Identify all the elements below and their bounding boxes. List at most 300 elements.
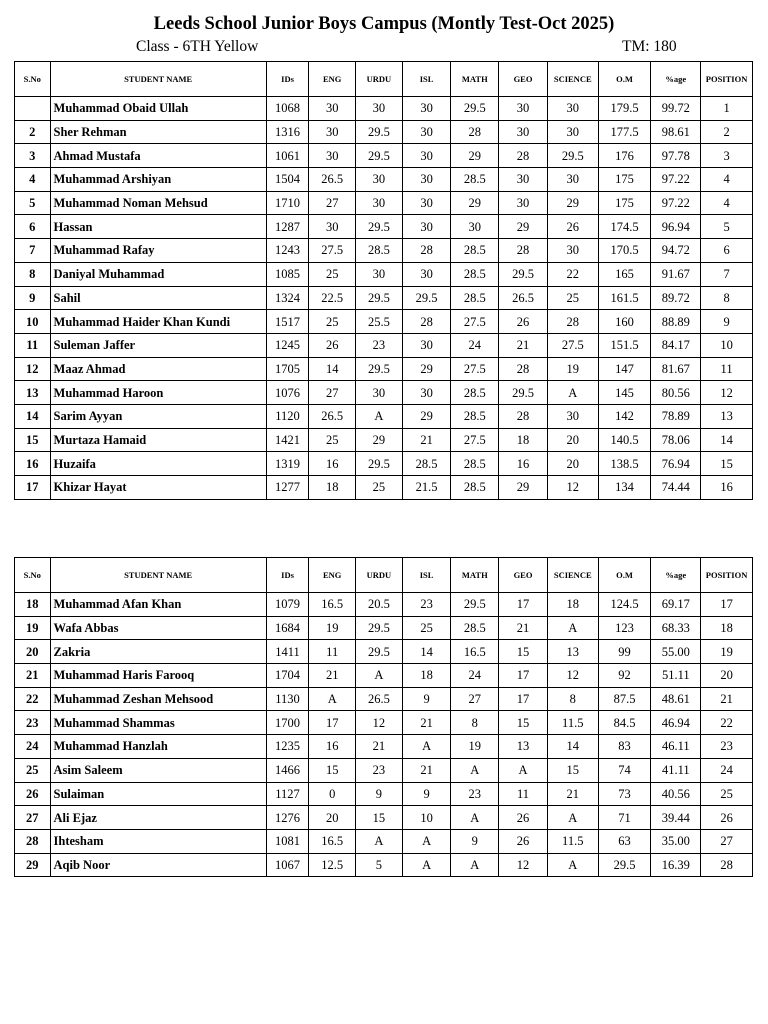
cell-om: 99 [598,640,651,664]
cell-percentage: 88.89 [651,310,701,334]
cell-science: 11.5 [547,711,598,735]
cell-geo: 16 [499,452,548,476]
cell-om: 140.5 [598,428,651,452]
page-title: Leeds School Junior Boys Campus (Montly Test-Oct 2025) [153,14,615,34]
cell-isl: 18 [402,664,451,688]
cell-position: 24 [701,758,753,782]
cell-sno: 29 [15,853,51,877]
cell-student-name: Suleman Jaffer [50,333,266,357]
cell-urdu: 25.5 [356,310,403,334]
cell-isl: 28 [402,310,451,334]
cell-science: 29 [547,191,598,215]
table-row [15,687,753,711]
cell-science: 30 [547,120,598,144]
cell-geo: 29.5 [499,262,548,286]
table-row [15,758,753,782]
cell-percentage: 91.67 [651,262,701,286]
cell-om: 175 [598,168,651,192]
cell-science: 15 [547,758,598,782]
cell-om: 73 [598,782,651,806]
cell-sno: 16 [15,452,51,476]
cell-isl: 21.5 [402,476,451,500]
column-header-position: POSITION [701,62,753,97]
cell-math: 27.5 [451,428,499,452]
cell-science: A [547,616,598,640]
cell-geo: 28 [499,239,548,263]
cell-science: 14 [547,735,598,759]
table-row [15,664,753,688]
column-header-sno: S.No [15,558,51,593]
cell-student-name: Muhammad Shammas [50,711,266,735]
cell-geo: 29 [499,476,548,500]
cell-sno: 17 [15,476,51,500]
cell-science: 12 [547,664,598,688]
cell-eng: 22.5 [309,286,356,310]
cell-science: A [547,853,598,877]
cell-math: 28.5 [451,452,499,476]
cell-position: 12 [701,381,753,405]
column-header-math: MATH [451,62,499,97]
cell-geo: 15 [499,711,548,735]
cell-position: 14 [701,428,753,452]
cell-om: 161.5 [598,286,651,310]
cell-isl: 30 [402,168,451,192]
cell-om: 179.5 [598,97,651,121]
cell-position: 28 [701,853,753,877]
cell-id: 1466 [266,758,309,782]
cell-isl: A [402,735,451,759]
table-row [15,452,753,476]
column-header-position: POSITION [701,558,753,593]
cell-percentage: 78.89 [651,404,701,428]
cell-percentage: 84.17 [651,333,701,357]
cell-geo: 12 [499,853,548,877]
cell-sno: 6 [15,215,51,239]
cell-isl: 29 [402,404,451,428]
cell-isl: 28 [402,239,451,263]
table-row [15,120,753,144]
cell-science: 19 [547,357,598,381]
cell-student-name: Muhammad Zeshan Mehsood [50,687,266,711]
table-row [15,782,753,806]
cell-math: A [451,758,499,782]
cell-science: 30 [547,404,598,428]
cell-urdu: 26.5 [356,687,403,711]
cell-urdu: 25 [356,476,403,500]
cell-position: 22 [701,711,753,735]
table-row [15,168,753,192]
cell-percentage: 16.39 [651,853,701,877]
cell-isl: 29.5 [402,286,451,310]
table-row [15,215,753,239]
cell-eng: A [309,687,356,711]
cell-student-name: Muhammad Haider Khan Kundi [50,310,266,334]
cell-position: 27 [701,829,753,853]
cell-geo: 21 [499,333,548,357]
table-row [15,735,753,759]
column-header-percentage: %age [651,558,701,593]
cell-om: 175 [598,191,651,215]
cell-position: 6 [701,239,753,263]
cell-om: 92 [598,664,651,688]
cell-science: 18 [547,593,598,617]
class-label: Class - 6TH Yellow [136,38,259,55]
cell-position: 1 [701,97,753,121]
cell-om: 74 [598,758,651,782]
cell-geo: 30 [499,168,548,192]
cell-isl: 30 [402,262,451,286]
cell-math: 28.5 [451,168,499,192]
cell-sno: 13 [15,381,51,405]
cell-om: 124.5 [598,593,651,617]
cell-math: 29 [451,144,499,168]
cell-geo: 28 [499,357,548,381]
cell-urdu: 29 [356,428,403,452]
cell-percentage: 89.72 [651,286,701,310]
cell-student-name: Hassan [50,215,266,239]
cell-science: 30 [547,168,598,192]
cell-math: 27 [451,687,499,711]
table-row [15,476,753,500]
cell-isl: 29 [402,357,451,381]
cell-percentage: 68.33 [651,616,701,640]
cell-math: 24 [451,333,499,357]
cell-om: 142 [598,404,651,428]
cell-eng: 26.5 [309,404,356,428]
cell-science: 11.5 [547,829,598,853]
cell-eng: 27 [309,381,356,405]
cell-geo: 17 [499,664,548,688]
column-header-student-name: STUDENT NAME [50,62,266,97]
cell-eng: 30 [309,97,356,121]
cell-id: 1517 [266,310,309,334]
cell-eng: 16 [309,452,356,476]
cell-science: 12 [547,476,598,500]
cell-eng: 27 [309,191,356,215]
column-header-sno: S.No [15,62,51,97]
table-row [15,286,753,310]
cell-urdu: 23 [356,758,403,782]
cell-isl: 30 [402,215,451,239]
cell-math: A [451,806,499,830]
cell-id: 1710 [266,191,309,215]
table-row [15,711,753,735]
cell-sno: 24 [15,735,51,759]
table-row [15,616,753,640]
cell-eng: 27.5 [309,239,356,263]
cell-sno: 21 [15,664,51,688]
cell-id: 1085 [266,262,309,286]
header-row [15,62,753,97]
cell-urdu: 28.5 [356,239,403,263]
cell-student-name: Muhammad Afan Khan [50,593,266,617]
results-table-1 [14,61,753,500]
cell-math: 28.5 [451,239,499,263]
cell-position: 9 [701,310,753,334]
cell-eng: 30 [309,144,356,168]
cell-sno: 3 [15,144,51,168]
cell-geo: 26 [499,806,548,830]
table-row [15,640,753,664]
table-row [15,593,753,617]
cell-isl: A [402,853,451,877]
cell-eng: 30 [309,120,356,144]
cell-percentage: 76.94 [651,452,701,476]
table-row [15,239,753,263]
cell-id: 1277 [266,476,309,500]
cell-eng: 26.5 [309,168,356,192]
cell-position: 13 [701,404,753,428]
cell-math: 27.5 [451,310,499,334]
cell-sno: 10 [15,310,51,334]
cell-math: 8 [451,711,499,735]
cell-percentage: 97.78 [651,144,701,168]
cell-sno: 20 [15,640,51,664]
cell-math: 29.5 [451,593,499,617]
cell-position: 4 [701,168,753,192]
cell-urdu: 29.5 [356,640,403,664]
cell-eng: 16 [309,735,356,759]
cell-isl: 21 [402,711,451,735]
cell-position: 18 [701,616,753,640]
cell-om: 145 [598,381,651,405]
cell-isl: 25 [402,616,451,640]
cell-geo: 28 [499,404,548,428]
cell-id: 1684 [266,616,309,640]
cell-geo: A [499,758,548,782]
table-row [15,144,753,168]
column-header-om: O.M [598,558,651,593]
cell-urdu: 9 [356,782,403,806]
cell-science: 29.5 [547,144,598,168]
cell-math: 28.5 [451,262,499,286]
cell-id: 1245 [266,333,309,357]
cell-isl: 30 [402,144,451,168]
column-header-student-name: STUDENT NAME [50,558,266,593]
table-row [15,806,753,830]
cell-id: 1235 [266,735,309,759]
cell-student-name: Sulaiman [50,782,266,806]
cell-position: 4 [701,191,753,215]
cell-science: 30 [547,97,598,121]
cell-student-name: Khizar Hayat [50,476,266,500]
cell-id: 1130 [266,687,309,711]
cell-om: 71 [598,806,651,830]
cell-position: 19 [701,640,753,664]
column-header-percentage: %age [651,62,701,97]
cell-eng: 21 [309,664,356,688]
cell-geo: 30 [499,120,548,144]
column-header-math: MATH [451,558,499,593]
cell-geo: 15 [499,640,548,664]
cell-percentage: 99.72 [651,97,701,121]
cell-urdu: 23 [356,333,403,357]
cell-isl: A [402,829,451,853]
cell-eng: 12.5 [309,853,356,877]
cell-eng: 0 [309,782,356,806]
cell-percentage: 41.11 [651,758,701,782]
cell-percentage: 40.56 [651,782,701,806]
cell-position: 21 [701,687,753,711]
cell-geo: 28 [499,144,548,168]
cell-math: 19 [451,735,499,759]
cell-geo: 18 [499,428,548,452]
cell-id: 1076 [266,381,309,405]
cell-geo: 26 [499,829,548,853]
column-header-geo: GEO [499,62,548,97]
cell-student-name: Muhammad Noman Mehsud [50,191,266,215]
cell-id: 1081 [266,829,309,853]
cell-math: 16.5 [451,640,499,664]
cell-science: 20 [547,452,598,476]
cell-geo: 26.5 [499,286,548,310]
cell-urdu: 12 [356,711,403,735]
cell-student-name: Murtaza Hamaid [50,428,266,452]
cell-position: 2 [701,120,753,144]
cell-urdu: 30 [356,97,403,121]
cell-isl: 30 [402,333,451,357]
cell-eng: 16.5 [309,593,356,617]
cell-isl: 21 [402,428,451,452]
cell-science: 28 [547,310,598,334]
cell-student-name: Muhammad Haris Farooq [50,664,266,688]
cell-urdu: 30 [356,191,403,215]
column-header-id: IDs [266,62,309,97]
cell-urdu: A [356,664,403,688]
table-row [15,853,753,877]
cell-id: 1287 [266,215,309,239]
cell-percentage: 96.94 [651,215,701,239]
cell-position: 23 [701,735,753,759]
cell-geo: 21 [499,616,548,640]
cell-urdu: 29.5 [356,616,403,640]
cell-geo: 11 [499,782,548,806]
cell-om: 138.5 [598,452,651,476]
cell-position: 10 [701,333,753,357]
cell-id: 1243 [266,239,309,263]
cell-math: 24 [451,664,499,688]
cell-id: 1127 [266,782,309,806]
table-row [15,97,753,121]
cell-math: 27.5 [451,357,499,381]
cell-sno: 25 [15,758,51,782]
cell-math: 23 [451,782,499,806]
cell-percentage: 46.94 [651,711,701,735]
cell-eng: 15 [309,758,356,782]
cell-math: 29 [451,191,499,215]
cell-science: 20 [547,428,598,452]
column-header-science: SCIENCE [547,62,598,97]
cell-geo: 30 [499,97,548,121]
table-row [15,310,753,334]
cell-student-name: Sahil [50,286,266,310]
cell-sno: 4 [15,168,51,192]
results-table-2 [14,557,753,877]
table-row [15,357,753,381]
cell-position: 20 [701,664,753,688]
cell-student-name: Muhammad Rafay [50,239,266,263]
cell-percentage: 97.22 [651,168,701,192]
cell-percentage: 39.44 [651,806,701,830]
cell-student-name: Asim Saleem [50,758,266,782]
cell-student-name: Wafa Abbas [50,616,266,640]
cell-id: 1700 [266,711,309,735]
cell-percentage: 69.17 [651,593,701,617]
cell-urdu: 30 [356,262,403,286]
cell-eng: 14 [309,357,356,381]
cell-math: 30 [451,215,499,239]
cell-sno: 18 [15,593,51,617]
column-header-om: O.M [598,62,651,97]
cell-om: 165 [598,262,651,286]
cell-student-name: Maaz Ahmad [50,357,266,381]
cell-id: 1705 [266,357,309,381]
cell-urdu: 29.5 [356,357,403,381]
cell-percentage: 98.61 [651,120,701,144]
cell-sno: 11 [15,333,51,357]
cell-sno [15,97,51,121]
cell-student-name: Ali Ejaz [50,806,266,830]
cell-geo: 17 [499,687,548,711]
cell-urdu: A [356,829,403,853]
column-header-isl: ISL [402,558,451,593]
cell-om: 83 [598,735,651,759]
cell-geo: 17 [499,593,548,617]
cell-id: 1067 [266,853,309,877]
column-header-id: IDs [266,558,309,593]
column-header-geo: GEO [499,558,548,593]
column-header-eng: ENG [309,558,356,593]
cell-id: 1704 [266,664,309,688]
cell-eng: 17 [309,711,356,735]
cell-urdu: 20.5 [356,593,403,617]
table-row [15,381,753,405]
total-marks: TM: 180 [622,38,677,55]
column-header-science: SCIENCE [547,558,598,593]
cell-eng: 11 [309,640,356,664]
cell-sno: 22 [15,687,51,711]
cell-id: 1068 [266,97,309,121]
cell-isl: 30 [402,120,451,144]
cell-position: 11 [701,357,753,381]
cell-sno: 9 [15,286,51,310]
cell-student-name: Daniyal Muhammad [50,262,266,286]
cell-urdu: 29.5 [356,144,403,168]
cell-science: A [547,806,598,830]
cell-math: 28.5 [451,616,499,640]
cell-om: 123 [598,616,651,640]
cell-isl: 30 [402,191,451,215]
table-row [15,829,753,853]
cell-position: 15 [701,452,753,476]
cell-percentage: 80.56 [651,381,701,405]
cell-sno: 28 [15,829,51,853]
cell-sno: 15 [15,428,51,452]
cell-isl: 21 [402,758,451,782]
table-row [15,262,753,286]
table-row [15,404,753,428]
cell-sno: 8 [15,262,51,286]
table-row [15,333,753,357]
header-row [15,558,753,593]
column-header-urdu: URDU [356,558,403,593]
cell-id: 1316 [266,120,309,144]
cell-urdu: A [356,404,403,428]
cell-urdu: 29.5 [356,215,403,239]
cell-isl: 14 [402,640,451,664]
cell-sno: 23 [15,711,51,735]
cell-math: 9 [451,829,499,853]
